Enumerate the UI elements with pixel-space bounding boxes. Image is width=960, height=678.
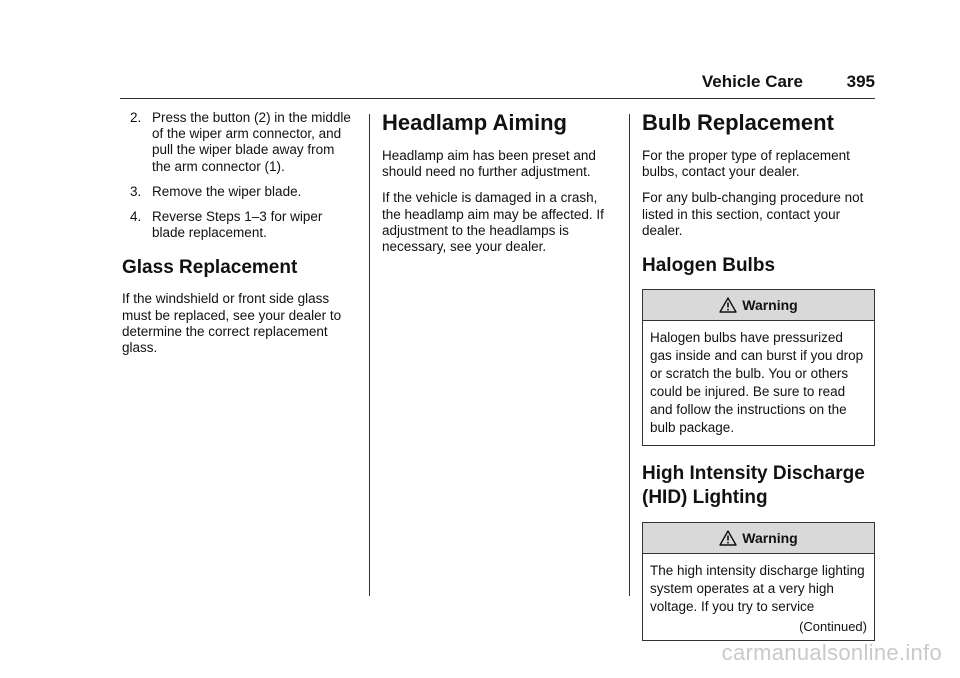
step-item (122, 110, 354, 175)
halogen-bulbs-heading: Halogen Bulbs (642, 255, 776, 277)
step-text: Press the button (2) in the middle of the wiper arm connector, and pull the wiper blade away from the arm connector (1). (152, 110, 351, 174)
column-divider-1 (369, 114, 370, 596)
warning-text: Halogen bulbs have pressurized gas inside and can burst if you drop or scratch the bulb. You or others could be injured. Be sure to read and follow the instructions on the bulb package. (650, 330, 864, 436)
step-item (122, 184, 354, 200)
headlamp-aiming-heading: Headlamp Aiming (382, 110, 567, 135)
step-number: 3. (130, 183, 142, 199)
warning-triangle-icon (719, 530, 737, 546)
step-number: 4. (130, 209, 142, 225)
header-rule (120, 98, 875, 99)
column-divider-2 (629, 114, 630, 596)
step-text: Remove the wiper blade. (152, 183, 302, 199)
continued-label: (Continued) (799, 619, 867, 635)
column-left (122, 110, 354, 366)
page-header (120, 72, 875, 96)
bulb-replacement-paragraph-1: For the proper type of replacement bulbs, contact your dealer. (642, 148, 850, 180)
bulb-replacement-heading: Bulb Replacement (642, 110, 834, 135)
glass-replacement-text: If the windshield or front side glass must be replaced, see your dealer to determine the correct replacement glass. (122, 291, 342, 356)
glass-replacement-heading: Glass Replacement (122, 257, 298, 279)
warning-text-wrapper (643, 554, 874, 640)
page-number: 395 (846, 72, 875, 91)
column-right (642, 110, 875, 655)
warning-title: Warning (742, 296, 798, 313)
hid-lighting-heading: High Intensity Discharge (HID) Lighting (642, 463, 865, 509)
warning-box-hid (642, 522, 875, 641)
warning-box-halogen (642, 289, 875, 446)
headlamp-aiming-paragraph-2: If the vehicle is damaged in a crash, the headlamp aim may be affected. If adjustment to the headlamps is necessary, see your dealer. (382, 190, 604, 255)
column-middle (382, 110, 614, 265)
bulb-replacement-paragraph-2: For any bulb-changing procedure not listed in this section, contact your dealer. (642, 190, 864, 238)
headlamp-aiming-paragraph-1: Headlamp aim has been preset and should need no further adjustment. (382, 148, 596, 180)
step-item (122, 209, 354, 241)
section-title: Vehicle Care (701, 72, 803, 91)
warning-header (643, 290, 874, 321)
warning-header (643, 523, 874, 554)
warning-title: Warning (742, 529, 798, 546)
warning-triangle-icon (719, 297, 737, 313)
step-text: Reverse Steps 1–3 for wiper blade replacement. (152, 209, 323, 241)
warning-text: The high intensity discharge lighting system operates at a very high voltage. If you try to service (650, 563, 865, 615)
step-number: 2. (130, 110, 142, 125)
watermark: carmanualsonline.info (721, 640, 942, 665)
